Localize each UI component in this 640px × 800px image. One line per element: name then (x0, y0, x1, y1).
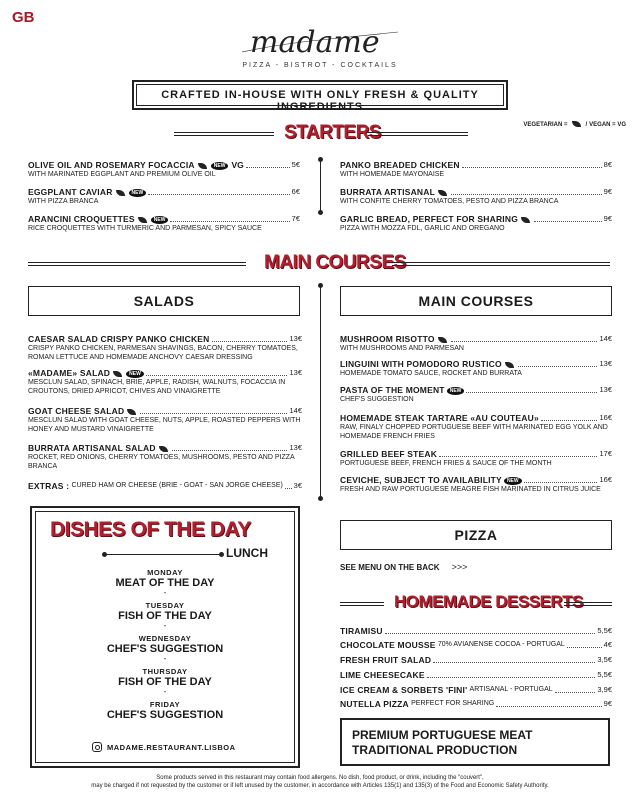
premium-meat-box (340, 718, 610, 766)
day-dish: CHEF'S SUGGESTION (106, 709, 224, 721)
header-rule (368, 132, 468, 136)
item-name: BURRATA ARTISANAL (340, 187, 435, 197)
premium-line-1: PREMIUM PORTUGUESE MEAT (352, 728, 533, 742)
arrow-right-icon: >>> (451, 562, 468, 572)
item-description: WITH MARINATED EGGPLANT AND PREMIUM OLIVE OIL (28, 171, 216, 178)
item-price: 5,5€ (597, 670, 612, 679)
item-description: ROCKET, RED ONIONS, CHERRY TOMATOES, MUSHROOMS, PESTO AND PIZZA BRANCA (28, 454, 295, 470)
banner-text: CRAFTED IN-HOUSE WITH ONLY FRESH & QUALITY INGREDIENTS (161, 89, 479, 113)
legend-vegan: VEGAN = VG (589, 121, 626, 128)
item-name: GRILLED BEEF STEAK (340, 449, 438, 459)
menu-item (340, 449, 612, 468)
item-name: CAESAR SALAD CRISPY PANKO CHICKEN (28, 334, 210, 344)
item-price: 9€ (603, 699, 612, 708)
item-price: 5,5€ (597, 626, 612, 635)
new-badge-icon: NEW (504, 477, 522, 485)
salads-heading: SALADS (28, 286, 300, 316)
item-name: LIME CHEESECAKE (340, 670, 425, 680)
extras-text: CURED HAM OR CHEESE (BRIE - GOAT - SAN JORGE CHEESE) (71, 482, 283, 489)
dessert-item (340, 670, 612, 680)
item-name: OLIVE OIL AND ROSEMARY FOCACCIA (28, 160, 195, 170)
leaf-icon (127, 409, 136, 415)
item-description: CRISPY PANKO CHICKEN, PARMESAN SHAVINGS, BACON, CHERRY TOMATOES, ROMAN LETTUCE AND HOMEMADE ANCHOVY CAESAR DRESSING (28, 345, 298, 361)
svg-text:madame: madame (250, 25, 380, 60)
menu-item (28, 368, 302, 396)
main-courses-title: MAIN COURSES (264, 252, 406, 273)
premium-line-2: TRADITIONAL PRODUCTION (352, 743, 518, 757)
leaf-icon (159, 446, 168, 452)
item-name: GOAT CHEESE SALAD (28, 406, 125, 416)
legend-sep: / (585, 121, 588, 128)
item-name: ICE CREAM & SORBETS 'FINI' (340, 685, 468, 695)
dessert-item (340, 655, 612, 665)
desserts-header (340, 592, 612, 616)
item-description: MESCLUN SALAD, SPINACH, BRIE, APPLE, RADISH, WALNUTS, FOCACCIA IN CROUTONS, DRIED APRICOT, CHIVES AND VINAIGRETTE (28, 379, 286, 395)
header-rule (28, 262, 246, 266)
header-rule (340, 602, 384, 606)
main-courses-header (0, 252, 640, 276)
desserts-title: HOMEMADE DESSERTS (394, 592, 583, 611)
header-rule (564, 602, 612, 606)
day-entry (32, 568, 298, 597)
extras-label: EXTRAS : (28, 481, 70, 491)
menu-item (340, 359, 612, 378)
menu-item (340, 214, 612, 233)
item-description: RAW, FINALY CHOPPED PORTUGUESE BEEF WITH MARINATED EGG YOLK AND HOMEMADE FRENCH FRIES (340, 424, 608, 440)
leaf-icon (505, 362, 514, 368)
new-badge-icon: NEW (151, 216, 169, 224)
header-rule (174, 132, 274, 136)
menu-item (28, 160, 300, 179)
item-name: MUSHROOM RISOTTO (340, 334, 435, 344)
day-name: WEDNESDAY (138, 634, 192, 643)
see-menu-text[interactable]: SEE MENU ON THE BACK (340, 563, 440, 572)
menu-item (28, 214, 300, 233)
leaf-icon (438, 337, 447, 343)
extras-row (28, 481, 302, 491)
item-name: NUTELLA PIZZA (340, 699, 409, 709)
item-description: WITH HOMEMADE MAYONAISE (340, 171, 445, 178)
day-separator: - (163, 687, 167, 696)
new-badge-icon: NEW (126, 370, 144, 378)
item-name: «MADAME» SALAD (28, 368, 111, 378)
menu-item (340, 334, 612, 353)
day-dish: FISH OF THE DAY (118, 676, 212, 688)
tagline: PIZZA - BISTROT - COCKTAILS (242, 62, 398, 69)
day-name: FRIDAY (149, 700, 181, 709)
item-price: 16€ (599, 475, 612, 484)
item-name: PASTA OF THE MOMENT (340, 385, 445, 395)
day-dish: FISH OF THE DAY (118, 610, 212, 622)
menu-item (28, 187, 300, 206)
item-description: WITH CONFITE CHERRY TOMATOES, PESTO AND PIZZA BRANCA (340, 198, 559, 205)
day-name: THURSDAY (142, 667, 188, 676)
item-price: 3,5€ (597, 655, 612, 664)
starters-title: STARTERS (284, 122, 381, 143)
column-divider (320, 160, 321, 212)
dessert-item (340, 626, 612, 636)
day-separator: - (163, 588, 167, 597)
leaf-icon (521, 217, 530, 223)
menu-item (340, 160, 612, 179)
item-name: LINGUINI WITH POMODORO RUSTICO (340, 359, 502, 369)
header-rule (392, 262, 610, 266)
item-name: CEVICHE, SUBJECT TO AVAILABILITY (340, 475, 502, 485)
item-name: BURRATA ARTISANAL SALAD (28, 443, 156, 453)
day-entry (32, 667, 298, 696)
vegan-mark: VG (231, 160, 244, 170)
item-description: RICE CROQUETTES WITH TURMERIC AND PARMESAN, SPICY SAUCE (28, 225, 262, 232)
item-name: CHOCOLATE MOUSSE (340, 640, 436, 650)
item-price: 14€ (289, 406, 302, 415)
day-dish: MEAT OF THE DAY (115, 577, 215, 589)
allergen-footer (0, 774, 640, 790)
item-price: 9€ (603, 187, 612, 196)
legend-veg: VEGETARIAN = (523, 121, 568, 128)
item-price: 17€ (599, 449, 612, 458)
item-price: 3,9€ (597, 685, 612, 694)
day-separator: - (163, 654, 167, 663)
day-separator: - (163, 621, 167, 630)
diet-legend (523, 121, 626, 128)
item-price: 13€ (289, 334, 302, 343)
item-name: EGGPLANT CAVIAR (28, 187, 113, 197)
pizza-heading: PIZZA (340, 520, 612, 550)
leaf-icon (438, 190, 447, 196)
item-price: 4€ (603, 640, 612, 649)
instagram-text: MADAME.RESTAURANT.LISBOA (107, 742, 236, 752)
item-description: PIZZA WITH MOZZA FDL, GARLIC AND OREGANO (340, 225, 505, 232)
menu-item (340, 187, 612, 206)
new-badge-icon: NEW (447, 387, 465, 395)
menu-item (340, 413, 612, 441)
day-dish: CHEF'S SUGGESTION (106, 643, 224, 655)
menu-item (28, 443, 302, 471)
column-divider (320, 286, 321, 498)
item-name: TIRAMISU (340, 626, 383, 636)
menu-item (28, 334, 302, 362)
item-description: WITH MUSHROOMS AND PARMESAN (340, 345, 464, 352)
item-note: PERFECT FOR SHARING (411, 700, 495, 707)
item-description: FRESH AND RAW PORTUGUESE MEAGRE FISH MARINATED IN CITRUS JUICE (340, 486, 601, 493)
dessert-item (340, 699, 612, 709)
madame-logo (240, 22, 400, 62)
item-name: ARANCINI CROQUETTES (28, 214, 135, 224)
lunch-label: LUNCH (226, 546, 268, 560)
item-note: ARTISANAL - PORTUGAL (469, 686, 553, 693)
item-price: 14€ (599, 334, 612, 343)
main-courses-heading: MAIN COURSES (340, 286, 612, 316)
item-price: 16€ (599, 413, 612, 422)
day-entry (32, 700, 298, 721)
item-price: 13€ (599, 385, 612, 394)
new-badge-icon: NEW (129, 189, 147, 197)
menu-item (28, 406, 302, 434)
new-badge-icon: NEW (211, 162, 229, 170)
item-note: 70% AVIANENSE COCOA - PORTUGAL (437, 641, 565, 648)
leaf-icon (198, 163, 207, 169)
extras-price: 3€ (293, 481, 302, 490)
leaf-icon (116, 190, 125, 196)
item-price: 13€ (599, 359, 612, 368)
item-name: PANKO BREADED CHICKEN (340, 160, 460, 170)
leaf-icon (113, 371, 122, 377)
item-description: CHEF'S SUGGESTION (340, 396, 414, 403)
item-price: 8€ (603, 160, 612, 169)
dishes-of-the-day-title: DISHES OF THE DAY (50, 518, 251, 541)
dishes-of-the-day-box (30, 506, 300, 768)
item-description: PORTUGUESE BEEF, FRENCH FRIES & SAUCE OF THE MONTH (340, 460, 552, 467)
item-description: MESCLUN SALAD WITH GOAT CHEESE, NUTS, APPLE, ROASTED PEPPERS WITH HONEY AND MUSTARD VINAIGRETTE (28, 417, 301, 433)
item-description: HOMEMADE TOMATO SAUCE, ROCKET AND BURRATA (340, 370, 522, 377)
item-price: 5€ (291, 160, 300, 169)
item-name: HOMEMADE STEAK TARTARE «AU COUTEAU» (340, 413, 539, 423)
language-code: GB (12, 9, 35, 26)
dessert-item (340, 685, 612, 695)
item-price: 7€ (291, 214, 300, 223)
footer-line-1: Some products served in this restaurant may contain food allergens. No dish, food product, or drink, including the "couvert", (156, 775, 484, 781)
dessert-item (340, 640, 612, 650)
day-name: TUESDAY (145, 601, 185, 610)
menu-item (340, 475, 612, 494)
day-entry (32, 601, 298, 630)
quality-banner (132, 80, 508, 113)
instagram-handle (92, 742, 236, 752)
lunch-rule (104, 554, 222, 555)
instagram-icon (92, 742, 102, 752)
leaf-icon (138, 217, 147, 223)
see-menu-link[interactable] (340, 562, 467, 572)
item-price: 6€ (291, 187, 300, 196)
item-name: FRESH FRUIT SALAD (340, 655, 432, 665)
item-price: 9€ (603, 214, 612, 223)
item-description: WITH PIZZA BRANCA (28, 198, 99, 205)
menu-item (340, 385, 612, 404)
item-price: 13€ (289, 443, 302, 452)
leaf-icon (572, 121, 581, 127)
day-name: MONDAY (147, 568, 183, 577)
item-price: 13€ (289, 368, 302, 377)
item-name: GARLIC BREAD, PERFECT FOR SHARING (340, 214, 519, 224)
footer-line-2: may be charged if not requested by the customer or if left unused by the customer, in accordance with Articles 135(1) and 135(3) of the Food and Economic Safety Authority. (91, 783, 549, 789)
day-entry (32, 634, 298, 663)
